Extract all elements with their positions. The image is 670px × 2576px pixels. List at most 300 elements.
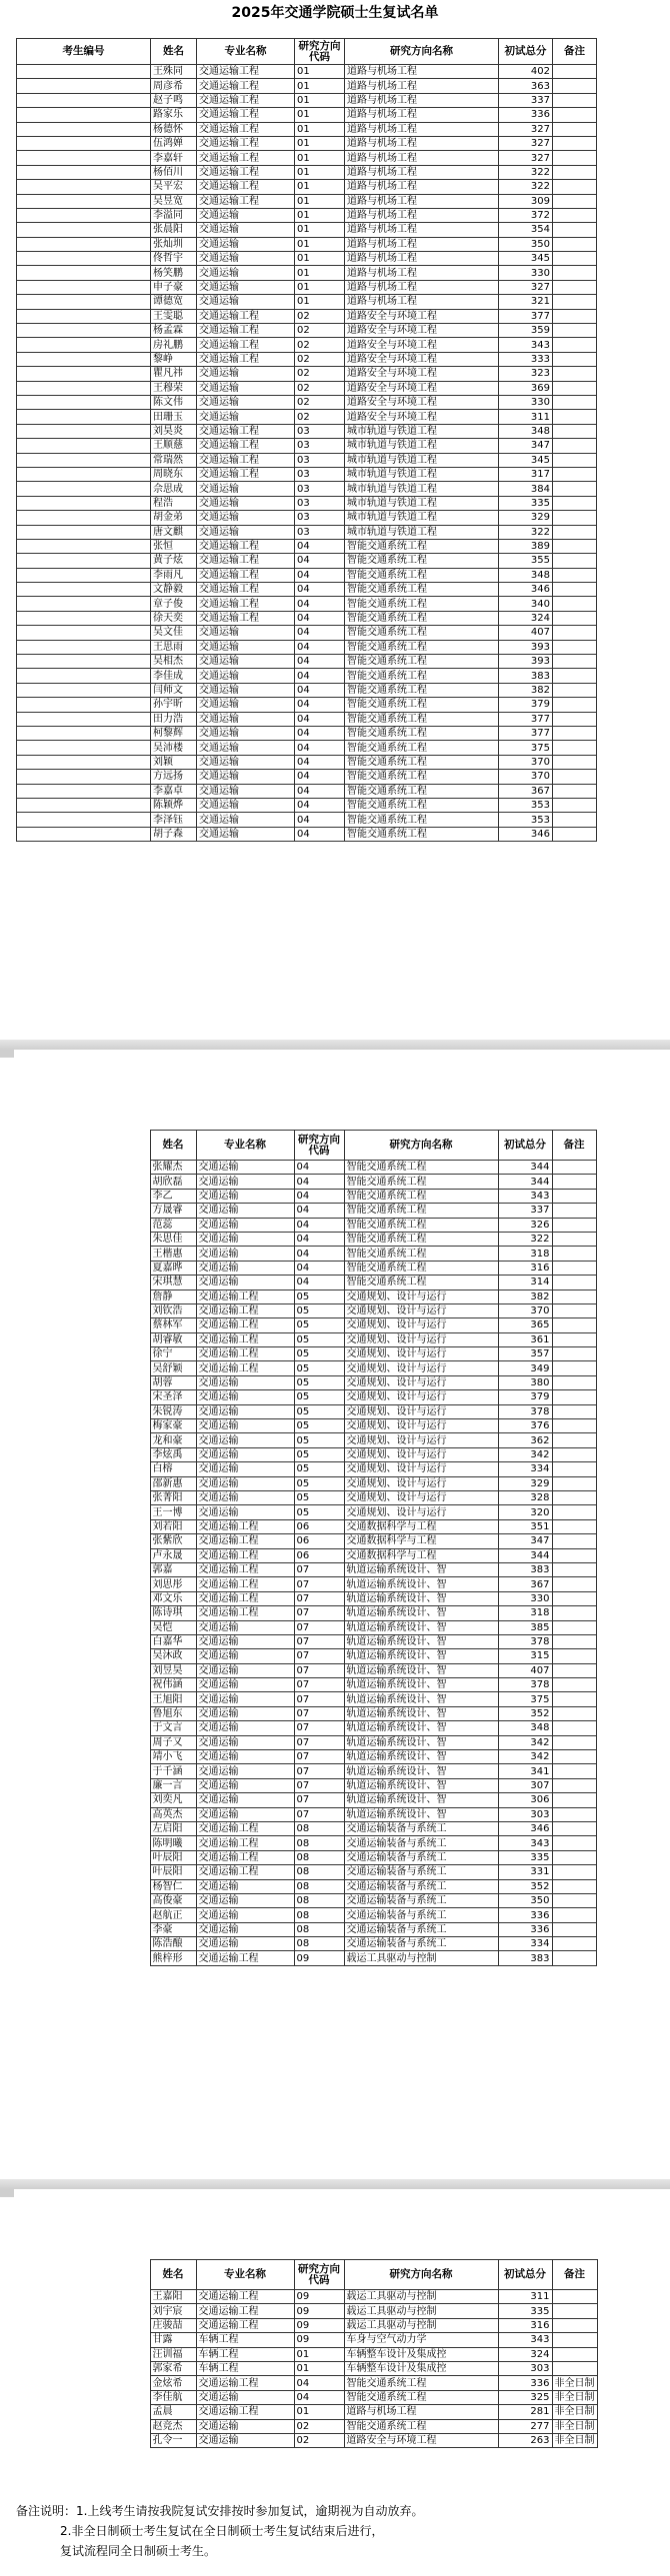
- cell-id: [17, 252, 151, 266]
- cell-major: 交通运输工程: [196, 1519, 294, 1533]
- cell-name: 白榕: [150, 1462, 196, 1476]
- cell-name: 唐文麒: [151, 525, 197, 539]
- cell-score: 277: [498, 2419, 552, 2433]
- cell-name: 谭德宽: [151, 295, 197, 309]
- cell-direction: 智能交通系统工程: [345, 712, 499, 726]
- cell-id: [16, 1534, 150, 1548]
- cell-direction: 智能交通系统工程: [344, 1161, 498, 1175]
- cell-major: 交通运输工程: [196, 1303, 294, 1317]
- cell-direction: 智能交通系统工程: [344, 1247, 498, 1261]
- cell-name: 汪训福: [150, 2347, 196, 2361]
- cell-remark: [552, 1218, 596, 1232]
- cell-remark: [552, 1361, 596, 1375]
- cell-name: 胡睿敏: [150, 1332, 196, 1346]
- notes-label: 备注说明：: [16, 2504, 77, 2518]
- cell-remark: [552, 1778, 596, 1792]
- cell-score: 378: [498, 1678, 552, 1692]
- cell-name: 杨德怀: [151, 122, 197, 136]
- table-row: [16, 1289, 596, 1303]
- cell-remark: [553, 180, 597, 194]
- cell-remark: [552, 1821, 596, 1835]
- cell-code: 01: [294, 2361, 344, 2375]
- cell-major: 交通运输工程: [197, 554, 295, 568]
- cell-id: [17, 798, 151, 812]
- cell-remark: [552, 1318, 596, 1332]
- cell-code: 03: [295, 467, 345, 481]
- cell-major: 交通运输工程: [197, 453, 295, 467]
- cell-remark: [553, 827, 597, 841]
- table-row: [16, 1247, 596, 1261]
- cell-direction: 智能交通系统工程: [345, 669, 499, 683]
- cell-remark: [553, 194, 597, 208]
- cell-major: 交通运输: [196, 1922, 294, 1936]
- cell-score: 362: [498, 1433, 552, 1447]
- cell-id: [17, 381, 151, 395]
- cell-id: [17, 151, 151, 165]
- cell-code: 04: [295, 683, 345, 697]
- cell-direction: 交通运输装备与系统工: [344, 1836, 498, 1850]
- cell-name: 王殊同: [151, 65, 197, 79]
- cell-score: 327: [499, 280, 553, 294]
- table-row: [16, 1490, 596, 1504]
- table-row: [17, 698, 597, 712]
- cell-major: 交通运输: [196, 1490, 294, 1504]
- cell-remark: [552, 1591, 596, 1605]
- table-row: [17, 453, 597, 467]
- table-row: [16, 1519, 596, 1533]
- page-separator: [0, 2179, 670, 2189]
- cell-code: 07: [294, 1721, 344, 1735]
- cell-id: [16, 1175, 150, 1189]
- cell-name: 胡蓉: [150, 1375, 196, 1389]
- cell-remark: [553, 266, 597, 280]
- cell-name: 宋琪慧: [150, 1276, 196, 1289]
- cell-direction: 轨道运输系统设计、智: [344, 1606, 498, 1620]
- cell-id: [16, 1750, 150, 1764]
- cell-name: 吴沛楼: [151, 741, 197, 755]
- cell-major: 交通运输: [196, 1649, 294, 1663]
- cell-remark: [552, 1332, 596, 1346]
- cell-direction: 道路与机场工程: [345, 252, 499, 266]
- cell-direction: 智能交通系统工程: [345, 827, 499, 841]
- table-row: [16, 2318, 597, 2332]
- table-row: [16, 1807, 596, 1821]
- cell-score: 379: [498, 1390, 552, 1404]
- cell-major: 交通运输: [197, 755, 295, 769]
- cell-score: 337: [498, 1204, 552, 1218]
- cell-direction: 道路与机场工程: [345, 79, 499, 93]
- cell-direction: 智能交通系统工程: [345, 583, 499, 597]
- cell-direction: 车辆整车设计及集成控: [344, 2347, 498, 2361]
- cell-id: [17, 453, 151, 467]
- cell-id: [16, 1850, 150, 1864]
- cell-code: 09: [294, 1951, 344, 1965]
- cell-score: 309: [499, 194, 553, 208]
- table-row: [17, 424, 597, 438]
- cell-name: 周彦希: [151, 79, 197, 93]
- cell-remark: 非全日制: [552, 2405, 597, 2419]
- cell-major: 交通运输工程: [197, 583, 295, 597]
- table-row: [16, 2361, 597, 2375]
- cell-code: 08: [294, 1922, 344, 1936]
- cell-direction: 交通数据科学与工程: [344, 1548, 498, 1562]
- cell-score: 334: [498, 1937, 552, 1951]
- cell-id: [17, 367, 151, 381]
- cell-direction: 轨道运输系统设计、智: [344, 1620, 498, 1634]
- page-title: 2025年交通学院硕士生复试名单: [231, 5, 439, 21]
- cell-direction: 道路安全与环境工程: [345, 324, 499, 338]
- cell-id: [16, 1764, 150, 1778]
- cell-direction: 道路安全与环境工程: [345, 395, 499, 409]
- cell-name: 李嘉轩: [151, 151, 197, 165]
- table-row: [16, 1678, 596, 1692]
- table-row: [16, 1821, 596, 1835]
- cell-id: [16, 1218, 150, 1232]
- cell-direction: 道路与机场工程: [345, 65, 499, 79]
- table-row: [16, 1447, 596, 1461]
- cell-score: 350: [499, 237, 553, 251]
- cell-score: 317: [499, 467, 553, 481]
- cell-remark: [553, 525, 597, 539]
- cell-code: 05: [294, 1447, 344, 1461]
- cell-code: 01: [295, 136, 345, 150]
- cell-major: 交通运输工程: [197, 309, 295, 323]
- cell-direction: 智能交通系统工程: [344, 1232, 498, 1246]
- cell-remark: [553, 453, 597, 467]
- table-row: [17, 367, 597, 381]
- cell-major: 交通运输: [196, 2433, 294, 2447]
- cell-major: 交通运输: [197, 410, 295, 424]
- table-row: [17, 237, 597, 251]
- cell-major: 交通运输: [196, 1893, 294, 1907]
- cell-remark: [552, 1634, 596, 1648]
- cell-remark: [552, 1750, 596, 1764]
- cell-code: 05: [294, 1404, 344, 1418]
- cell-major: 交通运输工程: [197, 539, 295, 553]
- table-row: [17, 554, 597, 568]
- cell-score: 345: [499, 453, 553, 467]
- cell-id: [16, 1721, 150, 1735]
- cell-remark: [553, 712, 597, 726]
- cell-major: 交通运输: [196, 1175, 294, 1189]
- cell-name: 周子又: [150, 1735, 196, 1749]
- cell-remark: [553, 151, 597, 165]
- cell-score: 315: [498, 1649, 552, 1663]
- cell-name: 朱思佳: [150, 1232, 196, 1246]
- cell-score: 322: [499, 165, 553, 179]
- cell-major: 交通运输工程: [196, 2376, 294, 2390]
- cell-direction: 交通规划、设计与运行: [344, 1347, 498, 1361]
- cell-id: [16, 1649, 150, 1663]
- cell-code: 04: [295, 827, 345, 841]
- cell-code: 09: [294, 2318, 344, 2332]
- cell-name: 田力浩: [151, 712, 197, 726]
- cell-id: [16, 1735, 150, 1749]
- cell-score: 311: [499, 410, 553, 424]
- cell-id: [16, 1577, 150, 1591]
- cell-remark: [552, 1735, 596, 1749]
- table-row: [17, 482, 597, 496]
- cell-id: [17, 511, 151, 525]
- table-row: [16, 1865, 596, 1879]
- cell-major: 交通运输: [197, 712, 295, 726]
- table-row: [17, 395, 597, 409]
- table-row: [16, 1764, 596, 1778]
- cell-major: 交通运输: [196, 1937, 294, 1951]
- cell-code: 04: [295, 583, 345, 597]
- table-row: [16, 1218, 596, 1232]
- cell-score: 333: [499, 352, 553, 366]
- cell-code: 07: [294, 1678, 344, 1692]
- cell-score: 320: [498, 1505, 552, 1519]
- cell-remark: [553, 496, 597, 510]
- cell-major: 交通运输: [196, 1750, 294, 1764]
- cell-name: 刘宇宸: [150, 2304, 196, 2318]
- cell-code: 03: [295, 525, 345, 539]
- cell-id: [17, 683, 151, 697]
- cell-name: 邵新惠: [150, 1476, 196, 1490]
- cell-remark: [552, 1390, 596, 1404]
- cell-id: [16, 1865, 150, 1879]
- cell-score: 367: [499, 784, 553, 798]
- cell-name: 熊梓形: [150, 1951, 196, 1965]
- cell-direction: 交通运输装备与系统工: [344, 1893, 498, 1907]
- cell-id: [17, 712, 151, 726]
- table-row: [16, 1189, 596, 1203]
- cell-code: 02: [295, 352, 345, 366]
- table-row: [16, 2376, 597, 2390]
- cell-code: 07: [294, 1807, 344, 1821]
- cell-direction: 载运工具驱动与控制: [344, 2290, 498, 2304]
- cell-direction: 智能交通系统工程: [345, 611, 499, 625]
- cell-remark: [553, 295, 597, 309]
- cell-name: 陈明曦: [150, 1836, 196, 1850]
- cell-code: 04: [294, 1175, 344, 1189]
- cell-score: 343: [498, 2333, 552, 2347]
- cell-direction: 车身与空气动力学: [344, 2333, 498, 2347]
- cell-score: 347: [498, 1534, 552, 1548]
- cell-direction: 交通规划、设计与运行: [344, 1375, 498, 1389]
- cell-code: 04: [294, 1218, 344, 1232]
- cell-name: 吴沐政: [150, 1649, 196, 1663]
- cell-code: 01: [295, 295, 345, 309]
- table-row: [16, 1620, 596, 1634]
- cell-major: 交通运输: [197, 295, 295, 309]
- cell-name: 闫师文: [151, 683, 197, 697]
- cell-name: 刘思彤: [150, 1577, 196, 1591]
- cell-direction: 交通规划、设计与运行: [344, 1404, 498, 1418]
- cell-direction: 道路安全与环境工程: [345, 410, 499, 424]
- cell-direction: 智能交通系统工程: [345, 770, 499, 784]
- cell-id: [17, 122, 151, 136]
- cell-id: [17, 741, 151, 755]
- header-name: 姓名: [151, 39, 197, 65]
- cell-major: 交通运输: [196, 1735, 294, 1749]
- cell-id: [16, 1821, 150, 1835]
- cell-major: 交通运输工程: [196, 1361, 294, 1375]
- cell-code: 06: [294, 1534, 344, 1548]
- cell-code: 07: [294, 1649, 344, 1663]
- cell-major: 交通运输: [197, 381, 295, 395]
- cell-score: 363: [499, 79, 553, 93]
- table-row: [16, 2405, 597, 2419]
- table-row: [17, 827, 597, 841]
- cell-code: 04: [295, 755, 345, 769]
- cell-direction: 载运工具驱动与控制: [344, 2304, 498, 2318]
- cell-major: 交通运输工程: [196, 1577, 294, 1591]
- cell-score: 393: [499, 640, 553, 654]
- cell-direction: 智能交通系统工程: [345, 813, 499, 827]
- cell-remark: [553, 597, 597, 611]
- cell-code: 02: [295, 395, 345, 409]
- candidate-table-2: [16, 1130, 597, 1966]
- cell-id: [16, 1836, 150, 1850]
- cell-remark: [553, 640, 597, 654]
- cell-score: 359: [499, 324, 553, 338]
- cell-score: 327: [499, 151, 553, 165]
- cell-score: 343: [499, 338, 553, 352]
- cell-score: 343: [498, 1836, 552, 1850]
- cell-major: 交通运输: [197, 496, 295, 510]
- cell-direction: 道路与机场工程: [345, 266, 499, 280]
- cell-remark: [552, 1261, 596, 1275]
- cell-code: 02: [294, 2419, 344, 2433]
- cell-major: 交通运输工程: [196, 1347, 294, 1361]
- cell-code: 01: [295, 122, 345, 136]
- cell-score: 378: [498, 1634, 552, 1648]
- cell-code: 02: [295, 338, 345, 352]
- cell-direction: 道路安全与环境工程: [345, 338, 499, 352]
- cell-major: 交通运输工程: [196, 1951, 294, 1965]
- cell-id: [16, 1447, 150, 1461]
- cell-remark: [552, 1764, 596, 1778]
- cell-direction: 智能交通系统工程: [345, 683, 499, 697]
- cell-name: 白嘉华: [150, 1634, 196, 1648]
- cell-major: 交通运输: [197, 237, 295, 251]
- cell-score: 322: [499, 525, 553, 539]
- cell-score: 329: [499, 511, 553, 525]
- cell-direction: 轨道运输系统设计、智: [344, 1807, 498, 1821]
- cell-remark: [552, 1476, 596, 1490]
- cell-major: 交通运输: [196, 1161, 294, 1175]
- cell-major: 交通运输工程: [197, 352, 295, 366]
- cell-score: 330: [499, 395, 553, 409]
- cell-major: 交通运输: [196, 1721, 294, 1735]
- cell-code: 01: [294, 2405, 344, 2419]
- cell-major: 车辆工程: [196, 2333, 294, 2347]
- cell-id: [16, 2433, 150, 2447]
- table-row: [17, 439, 597, 453]
- table-row: [17, 309, 597, 323]
- cell-direction: 交通规划、设计与运行: [344, 1303, 498, 1317]
- cell-name: 王雯聪: [151, 309, 197, 323]
- cell-id: [17, 626, 151, 640]
- cell-id: [17, 208, 151, 222]
- cell-name: 甘露: [150, 2333, 196, 2347]
- cell-direction: 智能交通系统工程: [345, 554, 499, 568]
- cell-score: 331: [498, 1865, 552, 1879]
- cell-score: 383: [498, 1562, 552, 1576]
- cell-id: [17, 136, 151, 150]
- cell-score: 384: [499, 482, 553, 496]
- cell-major: 交通运输: [197, 669, 295, 683]
- cell-remark: [553, 813, 597, 827]
- cell-id: [16, 2405, 150, 2419]
- cell-score: 326: [498, 1218, 552, 1232]
- cell-major: 交通运输: [196, 1678, 294, 1692]
- cell-remark: [553, 467, 597, 481]
- cell-remark: [553, 108, 597, 122]
- cell-major: 交通运输工程: [196, 2318, 294, 2332]
- table-row: [16, 1390, 596, 1404]
- cell-score: 382: [498, 1289, 552, 1303]
- cell-remark: [553, 798, 597, 812]
- cell-name: 胡子森: [151, 827, 197, 841]
- cell-id: [16, 2361, 150, 2375]
- cell-remark: [552, 1347, 596, 1361]
- table-row: [16, 1922, 596, 1936]
- cell-remark: [552, 2304, 597, 2318]
- cell-major: 交通运输工程: [196, 1591, 294, 1605]
- cell-code: 04: [295, 813, 345, 827]
- cell-id: [17, 108, 151, 122]
- table-row: [17, 122, 597, 136]
- cell-major: 交通运输: [196, 1505, 294, 1519]
- cell-major: 交通运输工程: [197, 65, 295, 79]
- cell-code: 04: [294, 1261, 344, 1275]
- cell-major: 交通运输工程: [196, 1318, 294, 1332]
- table-row: [16, 1879, 596, 1893]
- cell-score: 375: [498, 1692, 552, 1706]
- cell-direction: 交通规划、设计与运行: [344, 1289, 498, 1303]
- cell-id: [16, 2290, 150, 2304]
- cell-direction: 交通规划、设计与运行: [344, 1361, 498, 1375]
- cell-remark: [552, 1519, 596, 1533]
- cell-name: 李嘉卓: [151, 784, 197, 798]
- cell-code: 01: [295, 79, 345, 93]
- cell-score: 337: [499, 93, 553, 107]
- table-row: [17, 626, 597, 640]
- table-row: [17, 252, 597, 266]
- cell-score: 322: [499, 180, 553, 194]
- cell-name: 张晨阳: [151, 223, 197, 237]
- table-row: [17, 324, 597, 338]
- table-row: [16, 1735, 596, 1749]
- cell-remark: [553, 439, 597, 453]
- cell-id: [17, 755, 151, 769]
- cell-id: [16, 1347, 150, 1361]
- cell-code: 04: [295, 770, 345, 784]
- cell-score: 349: [498, 1361, 552, 1375]
- cell-id: [17, 496, 151, 510]
- cell-remark: [552, 1161, 596, 1175]
- cell-id: [16, 1390, 150, 1404]
- cell-score: 342: [498, 1750, 552, 1764]
- cell-direction: 载运工具驱动与控制: [344, 1951, 498, 1965]
- header-name: 姓名: [150, 1131, 196, 1161]
- table-row: [16, 2347, 597, 2361]
- cell-name: 李雨凡: [151, 568, 197, 582]
- cell-direction: 智能交通系统工程: [344, 2376, 498, 2390]
- cell-name: 吴舒颖: [150, 1361, 196, 1375]
- table-row: [16, 1706, 596, 1720]
- cell-direction: 轨道运输系统设计、智: [344, 1678, 498, 1692]
- cell-score: 263: [498, 2433, 552, 2447]
- cell-name: 柯黎辉: [151, 726, 197, 740]
- cell-remark: [552, 1232, 596, 1246]
- cell-direction: 轨道运输系统设计、智: [344, 1591, 498, 1605]
- cell-remark: [553, 755, 597, 769]
